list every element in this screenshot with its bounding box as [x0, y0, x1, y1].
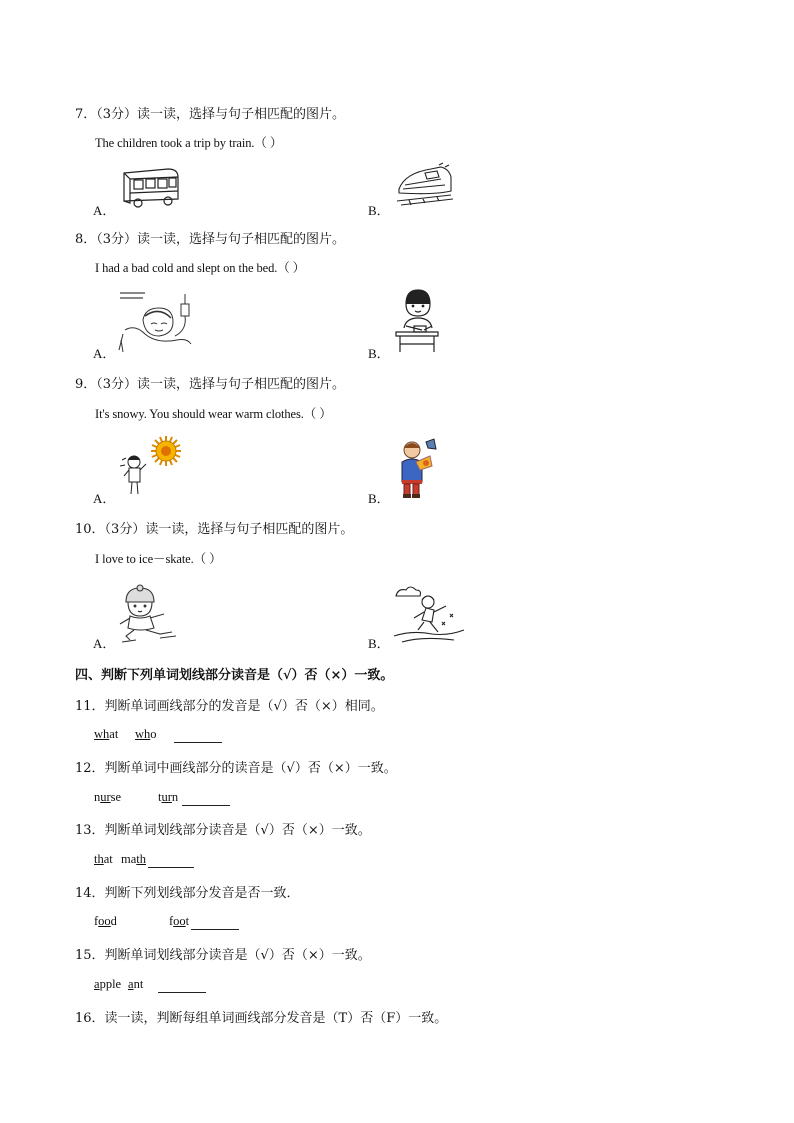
boy-warm-clothes-image[interactable]: [396, 436, 444, 500]
q15-word-1: apple: [94, 977, 122, 991]
q14-word-2: foot: [169, 914, 190, 928]
outdoor-skating-child-image[interactable]: [392, 584, 466, 644]
q11-title: 11．判断单词画线部分的发音是（√）否（×）相同。: [75, 699, 384, 714]
q8-option-b[interactable]: B．: [368, 346, 390, 361]
q14-title: 14．判断下列划线部分发音是否一致．: [75, 886, 300, 901]
q9-title: 9．（3分）读一读，选择与句子相匹配的图片。: [75, 377, 346, 392]
q10-title: 10．（3分）读一读，选择与句子相匹配的图片。: [75, 522, 354, 537]
q10-option-a[interactable]: A．: [93, 636, 116, 651]
q7-option-a[interactable]: A．: [93, 203, 116, 218]
q11-word-1: what: [94, 727, 119, 741]
q15-answer-blank[interactable]: [158, 978, 206, 997]
q12-word-2: turn: [158, 790, 179, 804]
sick-child-image[interactable]: [115, 290, 200, 352]
q13-title: 13．判断单词划线部分读音是（√）否（×）一致。: [75, 823, 371, 838]
q8-title: 8．（3分）读一读，选择与句子相匹配的图片。: [75, 232, 346, 247]
q14-word-1: food: [94, 914, 117, 928]
q15-title: 15．判断单词划线部分读音是（√）否（×）一致。: [75, 948, 371, 963]
train-image[interactable]: [395, 163, 455, 209]
boy-under-sun-image[interactable]: [118, 434, 193, 498]
q13-answer-blank[interactable]: [148, 853, 194, 872]
q14-answer-blank[interactable]: [191, 915, 239, 934]
q7-option-b[interactable]: B．: [368, 203, 390, 218]
q12-word-1: nurse: [94, 790, 122, 804]
q12-answer-blank[interactable]: [182, 791, 230, 810]
child-at-desk-image[interactable]: [392, 288, 442, 354]
q11-answer-blank[interactable]: [174, 728, 222, 747]
q8-option-a[interactable]: A．: [93, 346, 116, 361]
q13-word-2: math: [121, 852, 147, 866]
q11-word-2: who: [135, 727, 157, 741]
q10-sentence: I love to ice－skate.（ ）: [95, 552, 222, 566]
q7-sentence: The children took a trip by train.（ ）: [95, 136, 283, 150]
q13-word-1: that: [94, 852, 113, 866]
q8-sentence: I had a bad cold and slept on the bed.（ ）: [95, 261, 306, 275]
section-4-heading: 四、判断下列单词划线部分读音是（√）否（×）一致。: [75, 668, 394, 683]
q9-sentence: It's snowy. You should wear warm clothes.（ ）: [95, 407, 332, 421]
q7-title: 7．（3分）读一读，选择与句子相匹配的图片。: [75, 107, 346, 122]
q9-option-a[interactable]: A．: [93, 491, 116, 506]
q16-title: 16．读一读，判断每组单词画线部分发音是（T）否（F）一致。: [75, 1011, 448, 1026]
q9-option-b[interactable]: B．: [368, 491, 390, 506]
q15-word-2: ant: [128, 977, 144, 991]
bus-image[interactable]: [120, 165, 182, 210]
q12-title: 12．判断单词中画线部分的读音是（√）否（×）一致。: [75, 761, 397, 776]
q10-option-b[interactable]: B．: [368, 636, 390, 651]
ice-skating-child-image[interactable]: [116, 584, 180, 644]
